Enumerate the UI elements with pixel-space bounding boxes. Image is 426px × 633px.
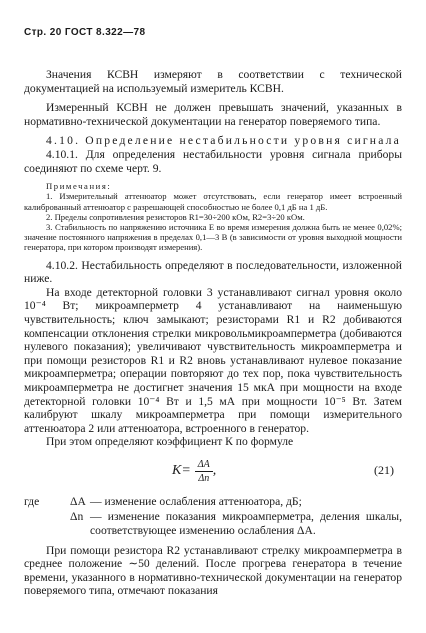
definition-text: — изменение показания микроамперметра, деления шкалы, соответствующее изменению ослабления ΔA. (90, 510, 402, 538)
note-1: 1. Измерительный аттенюатор может отсутствовать, если генератор имеет встроенный калиброванный аттенюатор с разрешающей способностью не более 0,1 дБ на 1 дБ. (24, 191, 402, 212)
definitions-block (24, 495, 402, 538)
formula-numerator: ΔA (195, 459, 213, 472)
definition-symbol: Δn (70, 510, 84, 524)
formula-lhs: K= (172, 463, 191, 479)
notes-title: Примечания: (46, 181, 112, 192)
formula-tail: , (212, 463, 217, 479)
note-3: 3. Стабильность по напряжению источника Е во время измерения должна быть не менее 0,02%; значение постоянного напряжения в пределах 0,1—3 В (в зависимости от уровня выходной мощности генератора, при котором производят измерения). (24, 221, 402, 253)
page-header: Стр. 20 ГОСТ 8.322—78 (24, 27, 146, 38)
definition-text: — изменение ослабления аттенюатора, дБ; (90, 494, 302, 508)
paragraph-4-10-2: 4.10.2. Нестабильность определяют в последовательности, изложенной ниже. (24, 258, 402, 286)
paragraph-vswr-limit: Измеренный КСВН не должен превышать значений, указанных в нормативно-технической документации на генератор поверяемого типа. (24, 101, 402, 128)
paragraph-closing: При помощи резистора R2 устанавливают стрелку микроамперметра в среднее положение ∼50 делений. После прогрева генератора в течение времени, указанного в нормативно-технической документации на генератор поверяемого типа, отмечают показания (24, 543, 402, 598)
formula-fraction (195, 459, 213, 484)
section-heading-4-10: 4.10. Определение нестабильности уровня сигнала (46, 134, 401, 148)
paragraph-vswr-measure: Значения КСВН измеряют в соответствии с технической документацией на используемый измеритель КСВН. (24, 68, 402, 95)
definitions-lead: где (24, 494, 40, 508)
note-2: 2. Пределы сопротивления резисторов R1=30÷200 кОм, R2=3÷20 кОм. (46, 211, 305, 222)
notes-block (24, 181, 402, 252)
definition-symbol: ΔA (70, 494, 86, 508)
definition-delta-a (24, 495, 402, 509)
paragraph-formula-intro: При этом определяют коэффициент К по формуле (46, 435, 294, 449)
document-body (24, 68, 402, 598)
formula-denominator: Δn (198, 472, 210, 484)
formula-21 (24, 453, 402, 493)
definition-delta-n (24, 510, 402, 537)
formula-expression (172, 459, 216, 484)
formula-number: (21) (374, 462, 394, 477)
paragraph-procedure: На входе детекторной головки 3 устанавливают сигнал уровня около 10⁻⁴ Вт; микроамперметр 4 устанавливают на наименьшую чувствительность; ключ замыкают; резисторами R1 и R2 добиваются компенсации отклонения стрелки микровольмикроамперметра (добиваются нулевого показания); увеличивают чувствительность микроамперметра и при помощи резисторов R1 и R2 вновь устанавливают нулевое показание микроамперметра; операции повторяют до тех пор, пока чувствительность микроамперметра не достигнет значения 15 мкА при мощности на входе детекторной головки 10⁻⁴ Вт и 1,5 мА при мощности 10⁻⁵ Вт. Затем калибруют шкалу микроамперметра при помощи измерительного аттенюатора 2 или аттенюатора, встроенного в генератор. (24, 285, 402, 435)
paragraph-4-10-1: 4.10.1. Для определения нестабильности уровня сигнала приборы соединяют по схеме черт. 9. (24, 147, 402, 175)
